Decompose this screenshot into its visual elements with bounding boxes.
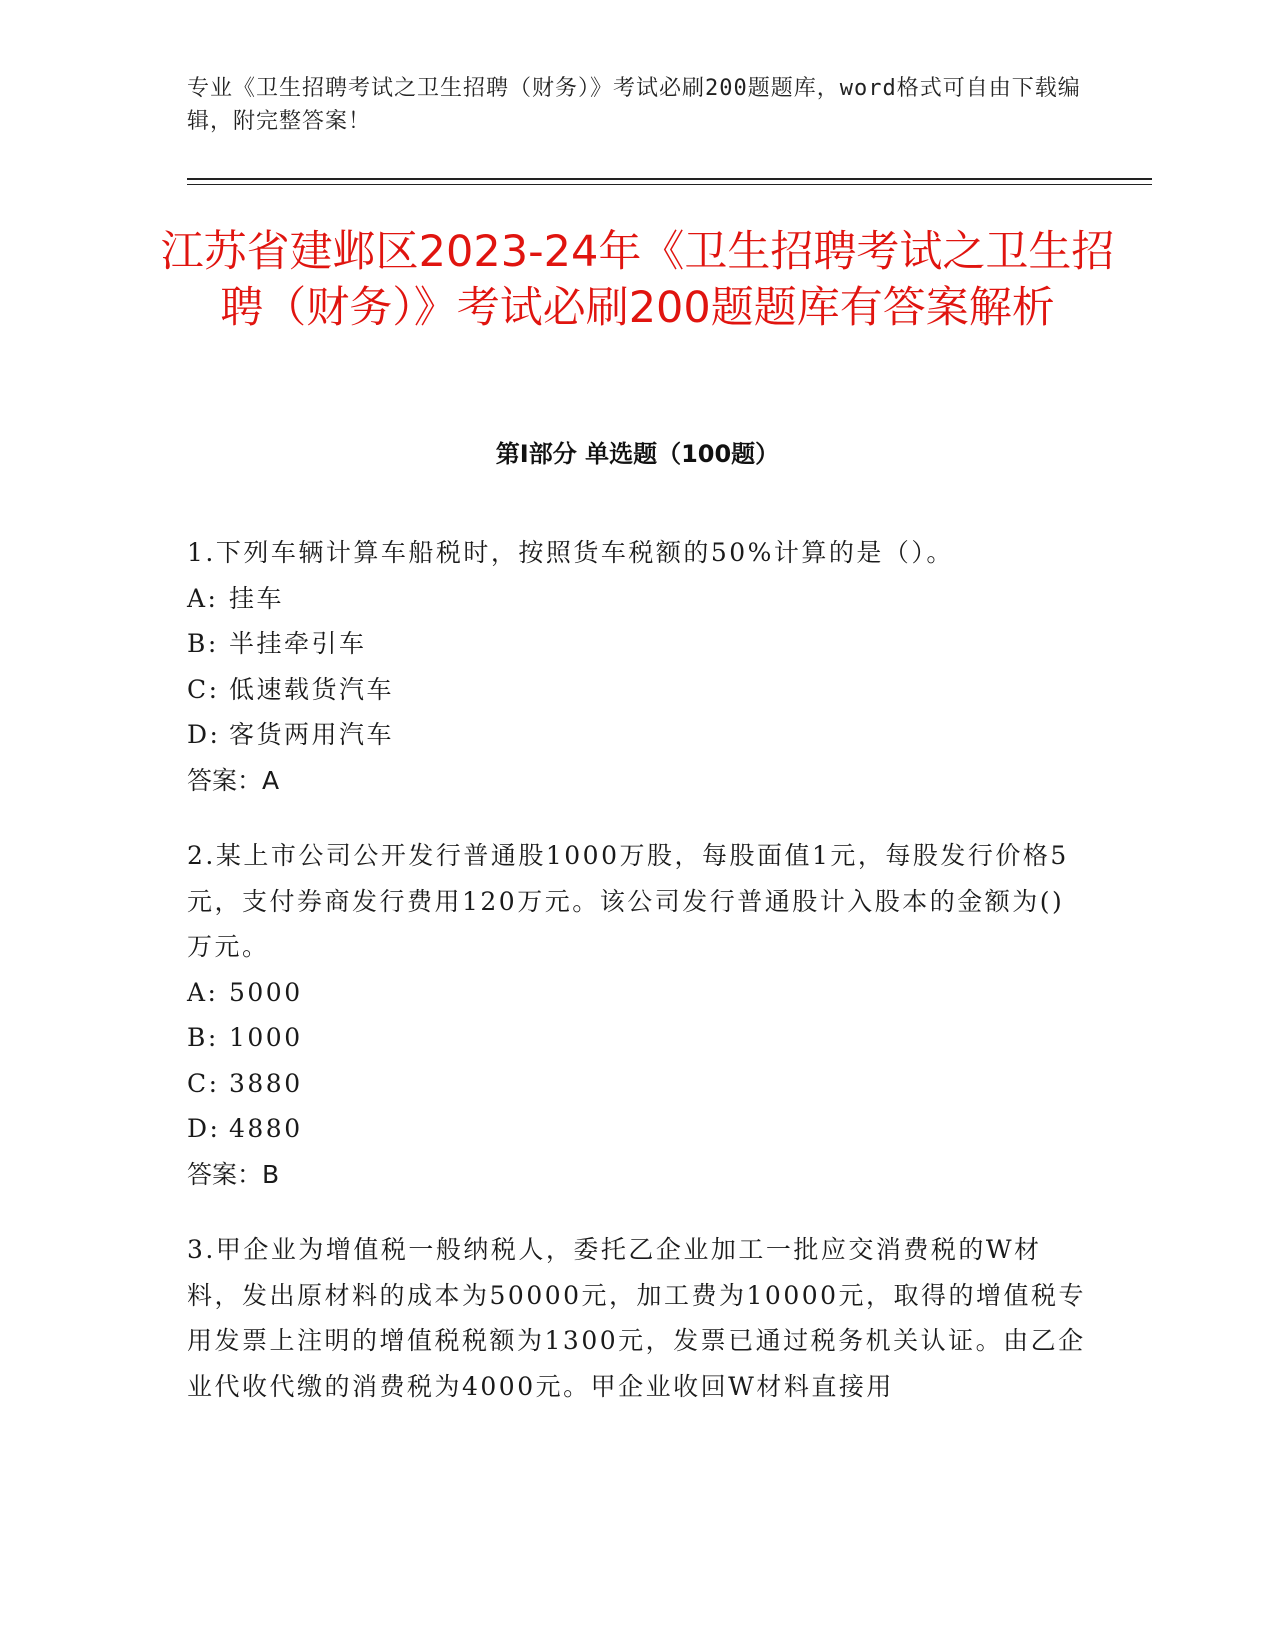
option-c [187,667,1087,713]
header-divider-thin [187,184,1152,185]
option-key: C: [187,1068,220,1098]
option-text: 5000 [229,977,303,1007]
option-key: B: [187,1023,219,1052]
answer-line: 答案：A [187,765,280,795]
option-a [187,970,1087,1016]
option-d [187,1106,1087,1152]
option-text: 客货两用汽车 [229,720,395,749]
option-key: B: [187,629,219,658]
answer-line: 答案：B [187,1159,280,1189]
question-stem: 1.下列车辆计算车船税时，按照货车税额的50%计算的是（）。 [187,538,954,567]
option-text: 1000 [229,1023,303,1052]
option-key: A: [187,977,219,1007]
header-note: 专业《卫生招聘考试之卫生招聘（财务）》考试必刷200题题库，word格式可自由下载编辑，附完整答案！ [187,76,1081,134]
option-key: D: [187,720,221,749]
question-1 [187,530,1087,803]
section-heading: 第I部分 单选题（100题） [495,440,780,468]
question-3 [187,1227,1087,1409]
header-divider-thick [187,178,1152,180]
question-stem: 3.甲企业为增值税一般纳税人，委托乙企业加工一批应交消费税的W材料，发出原材料的成本为50000元，加工费为10000元，取得的增值税专用发票上注明的增值税税额为1300元，发票已通过税务机关认证。由乙企业代收代缴的消费税为4000元。甲企业收回W材料直接用 [187,1235,1087,1401]
option-text: 挂车 [229,583,285,613]
option-b [187,1015,1087,1061]
option-c [187,1061,1087,1107]
option-b [187,621,1087,667]
option-key: A: [187,583,219,613]
question-stem: 2.某上市公司公开发行普通股1000万股，每股面值1元，每股发行价格5元，支付券商发行费用120万元。该公司发行普通股计入股本的金额为()万元。 [187,841,1069,961]
option-d [187,712,1087,758]
option-a [187,576,1087,622]
question-2 [187,833,1087,1197]
option-text: 半挂牵引车 [229,629,367,658]
option-key: C: [187,674,220,704]
option-text: 低速载货汽车 [229,674,395,704]
option-key: D: [187,1114,221,1143]
question-list [187,530,1087,1439]
option-text: 4880 [229,1114,303,1143]
option-text: 3880 [229,1068,303,1098]
document-title: 江苏省建邺区2023-24年《卫生招聘考试之卫生招聘（财务）》考试必刷200题题库有答案解析 [160,227,1115,333]
